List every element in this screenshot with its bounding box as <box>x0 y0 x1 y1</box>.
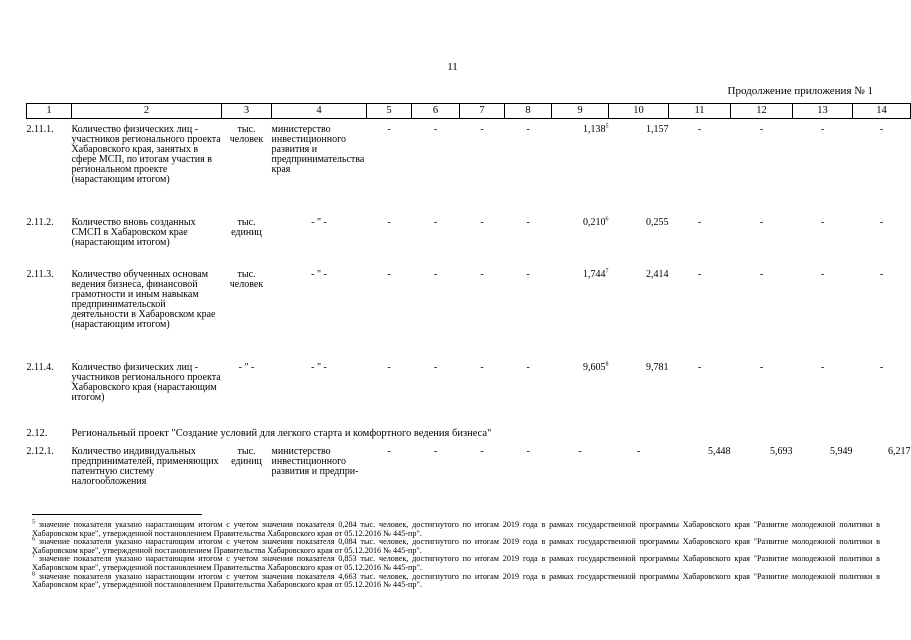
page-number: 11 <box>447 61 458 73</box>
column-header: 5 <box>367 104 412 119</box>
column-header: 1 <box>27 104 72 119</box>
responsible: министерство инвестиционного развития и предпри- <box>271 446 359 477</box>
responsible: - " - <box>311 362 327 373</box>
value-cell: - <box>820 124 825 135</box>
footnote-number: 5 <box>32 519 35 526</box>
footnote-text: значение показателя указано нарастающим итогом с учетом значения показателя 0,084 тыс. человек, достигнутого по итогам 2019 года в рамках государственной программы Хабаровского края "Развитие молодежной политики в Хабаровском крае", утвержденной постановлением Правительства Хабаровского края от 05.12.2016 № 445-пр". <box>32 537 881 555</box>
value-cell: - <box>480 269 484 280</box>
column-header: 2 <box>72 104 222 119</box>
indicator-name: Количество индивидуальных предпринимателей, применяющих патентную систему налогообложения <box>71 446 219 487</box>
footnote-ref: 7 <box>605 268 609 275</box>
value-cell: - <box>697 269 702 280</box>
table-row <box>27 218 911 270</box>
value-cell <box>552 218 609 270</box>
value-cell: - <box>387 362 391 373</box>
column-header: 9 <box>552 104 609 119</box>
unit: тыс. единиц <box>231 217 262 238</box>
value-text: 9,605 <box>583 362 606 373</box>
value-cell: - <box>480 124 484 135</box>
value-cell: - <box>820 269 825 280</box>
value-cell: 2,414 <box>646 269 669 280</box>
value-cell: - <box>820 217 825 228</box>
value-cell: - <box>387 269 391 280</box>
value-cell: - <box>433 362 438 373</box>
value-cell: - <box>820 362 825 373</box>
indicator-name: Количество вновь созданных СМСП в Хабаровском крае (нарастающим итогом) <box>71 217 196 248</box>
unit: - " - <box>238 362 255 373</box>
footnote <box>32 521 880 538</box>
column-header: 14 <box>853 104 911 119</box>
value-cell: - <box>480 217 484 228</box>
value-cell: 5,693 <box>770 446 793 457</box>
footnote-ref: 5 <box>605 123 609 130</box>
table-row <box>27 270 911 363</box>
value-cell: 9,781 <box>646 362 669 373</box>
value-cell <box>552 270 609 363</box>
value-cell: - <box>433 217 438 228</box>
value-cell: 5,949 <box>830 446 853 457</box>
footnote-text: значение показателя указано нарастающим итогом с учетом значения показателя 4,663 тыс. человек, достигнутого по итогам 2019 года в рамках государственной программы Хабаровского края "Развитие молодежной политики в Хабаровском крае", утвержденной постановлением Правительства Хабаровского края от 05.12.2016 № 445-пр". <box>32 571 881 590</box>
value-cell: - <box>759 362 764 373</box>
value-cell: - <box>526 124 530 135</box>
value-cell: - <box>879 269 884 280</box>
value-cell: - <box>526 362 530 373</box>
column-number-row <box>27 104 911 119</box>
indicator-name: Количество физических лиц - участников регионального проекта Хабаровского края (нарастающим итогом) <box>71 362 221 403</box>
value-cell: - <box>578 446 582 457</box>
value-cell <box>552 125 609 218</box>
indicator-name: Количество физических лиц - участников регионального проекта Хабаровского края, занятых в сфере МСП, по итогам участия в региональном проекте (нарастающим итогом) <box>71 124 221 185</box>
footnote-text: значение показателя указано нарастающим итогом с учетом значения показателя 0,284 тыс. человек, достигнутого по итогам 2019 года в рамках государственной программы Хабаровского края "Развитие молодежной политики в Хабаровском крае", утвержденной постановлением Правительства Хабаровского края от 05.12.2016 № 445-пр". <box>32 520 881 538</box>
value-cell: - <box>759 269 764 280</box>
value-cell: - <box>387 446 391 457</box>
column-header: 7 <box>460 104 505 119</box>
value-cell: - <box>387 124 391 135</box>
value-cell: - <box>433 269 438 280</box>
value-cell: - <box>480 446 484 457</box>
unit: тыс. человек <box>229 269 264 290</box>
value-cell: - <box>526 217 530 228</box>
column-header: 12 <box>731 104 793 119</box>
column-header: 11 <box>669 104 731 119</box>
unit: тыс. единиц <box>231 446 262 467</box>
value-text: 1,138 <box>583 124 606 135</box>
value-cell: - <box>526 269 530 280</box>
value-cell: - <box>697 362 702 373</box>
footnote-number: 6 <box>32 536 35 543</box>
indicator-name: Количество обученных основам ведения бизнеса, финансовой грамотности и иным навыкам предпринимательской деятельности в Хабаровском крае (нарастающим итогом) <box>71 269 216 330</box>
value-cell: 6,217 <box>888 446 911 457</box>
footnote-text: значение показателя указано нарастающим итогом с учетом значения показателя 0,853 тыс. человек, достигнутого по итогам 2019 года в рамках государственной программы Хабаровского края "Развитие молодежной политики в Хабаровском крае", утвержденной постановлением Правительства Хабаровского края от 05.12.2016 № 445-пр". <box>32 554 881 572</box>
value-cell: - <box>387 217 391 228</box>
value-cell: - <box>433 124 438 135</box>
value-cell: - <box>759 124 764 135</box>
row-code: 2.11.3. <box>26 269 54 280</box>
value-text: 1,744 <box>583 269 606 280</box>
value-cell: - <box>879 217 884 228</box>
section-title: Региональный проект "Создание условий для легкого старта и комфортного ведения бизнеса" <box>71 428 492 439</box>
table-row <box>27 125 911 218</box>
responsible: - " - <box>311 269 327 280</box>
footnote-ref: 6 <box>605 216 609 223</box>
table-row <box>27 363 911 423</box>
footnote <box>32 555 880 572</box>
appendix-continuation-label: Продолжение приложения № 1 <box>727 85 873 97</box>
row-code: 2.11.4. <box>26 362 54 373</box>
footnote-number: 7 <box>32 553 35 560</box>
row-code: 2.11.2. <box>26 217 54 228</box>
value-cell: - <box>526 446 530 457</box>
footnote-ref: 8 <box>605 361 609 368</box>
column-header: 10 <box>609 104 669 119</box>
responsible: министерство инвестиционного развития и предпринимательства края <box>271 124 365 175</box>
indicators-table <box>26 103 911 497</box>
value-cell: - <box>480 362 484 373</box>
value-cell: - <box>759 217 764 228</box>
row-code: 2.12.1. <box>26 446 54 457</box>
value-cell <box>552 363 609 423</box>
value-cell: - <box>697 217 702 228</box>
value-cell: - <box>636 446 641 457</box>
value-cell: 1,157 <box>646 124 669 135</box>
footnotes <box>32 521 880 590</box>
value-cell: - <box>433 446 438 457</box>
column-header: 3 <box>222 104 272 119</box>
row-code: 2.11.1. <box>26 124 54 135</box>
unit: тыс. человек <box>229 124 264 145</box>
value-cell: 5,448 <box>708 446 731 457</box>
value-cell: - <box>879 124 884 135</box>
footnote <box>32 538 880 555</box>
responsible: - " - <box>311 217 327 228</box>
value-cell: 0,255 <box>646 217 669 228</box>
footnote-number: 8 <box>32 570 35 577</box>
footnote-separator <box>32 514 202 515</box>
value-cell: - <box>879 362 884 373</box>
table-row <box>27 447 911 497</box>
column-header: 6 <box>412 104 460 119</box>
footnote <box>32 570 881 590</box>
value-text: 0,210 <box>583 217 606 228</box>
section-code: 2.12. <box>26 428 48 439</box>
column-header: 13 <box>793 104 853 119</box>
value-cell: - <box>697 124 702 135</box>
section-row <box>27 423 911 447</box>
column-header: 4 <box>272 104 367 119</box>
column-header: 8 <box>505 104 552 119</box>
